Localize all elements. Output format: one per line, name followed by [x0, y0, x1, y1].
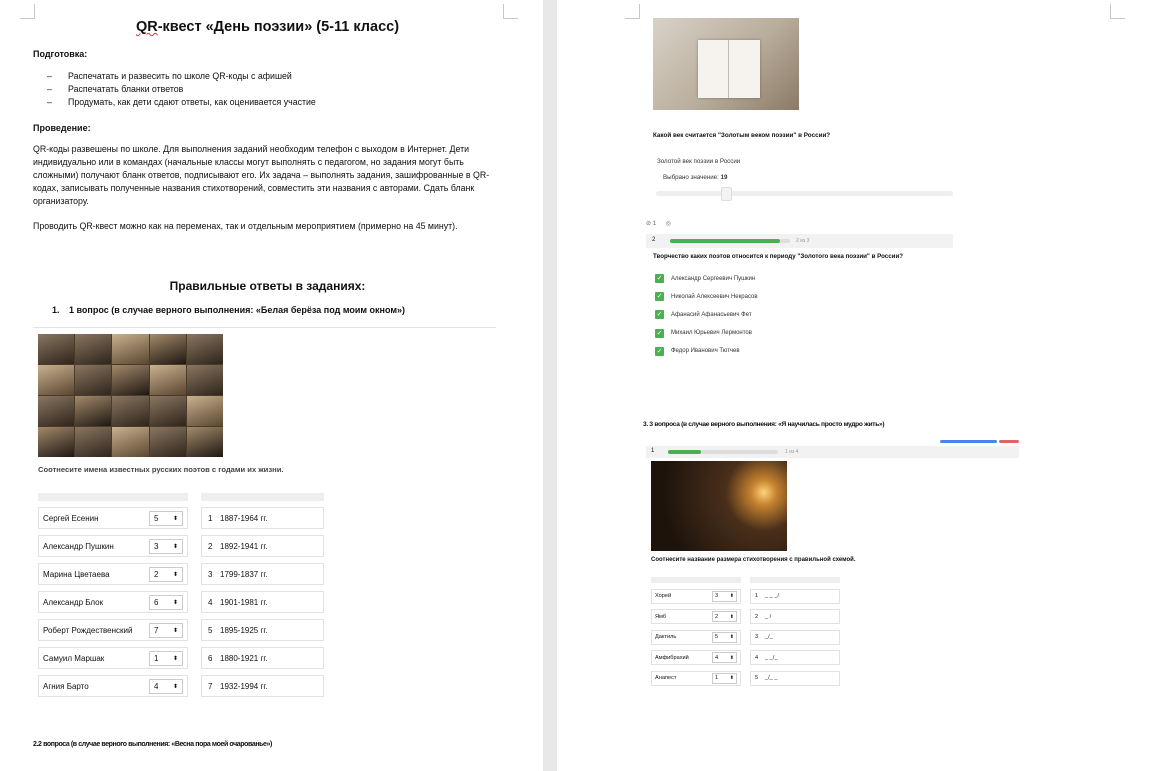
- table-row: [651, 589, 741, 604]
- poet-name: Агния Барто: [43, 681, 89, 691]
- years-value: 1932-1994 гг.: [220, 681, 268, 691]
- conduct-paragraph: QR-коды развешены по школе. Для выполнения заданий необходим телефон с выходом в Интернет. Дети индивидуально или в командах (начальные классы могут выполнять с педагогом, но задания могут быть сложными) получают бланк ответов, подписывают его. Их задача – выполнять задания, зашифрованные в QR-кодах, записывать полученные названия стихотворений, совместить эти названия с авторами. Сдать бланк организатору.: [33, 144, 490, 206]
- meter-name: Ямб: [655, 613, 667, 620]
- table-row: [651, 630, 741, 645]
- answer-select[interactable]: [149, 567, 183, 582]
- years-column: [201, 493, 324, 697]
- column-header: [750, 577, 840, 583]
- table-row: [651, 650, 741, 665]
- progress-text: 2 из 3: [796, 238, 810, 244]
- document-title: QR-квест «День поэзии» (5-11 класс): [135, 19, 400, 35]
- row-number: 1: [208, 513, 213, 523]
- poet-name: Сергей Есенин: [43, 513, 99, 523]
- conduct-label: Проведение:: [33, 123, 91, 133]
- slider-value-label: Выбрано значение:: [663, 174, 719, 181]
- answer-select[interactable]: [712, 591, 737, 602]
- chevron-updown-icon: ⬍: [729, 654, 734, 661]
- table-row: [651, 609, 741, 624]
- select-value: 2: [154, 569, 159, 579]
- table-row: [38, 647, 188, 669]
- list-number: 1.: [52, 305, 60, 315]
- chevron-updown-icon: ⬍: [172, 655, 178, 662]
- table-row: [38, 619, 188, 641]
- chevron-updown-icon: ⬍: [172, 571, 178, 578]
- prep-list: [33, 70, 513, 109]
- poet-name: Марина Цветаева: [43, 569, 110, 579]
- progress-track: [668, 450, 778, 454]
- chevron-updown-icon: ⬍: [729, 613, 734, 620]
- row-number: 4: [755, 654, 759, 661]
- crop-mark: [20, 4, 35, 19]
- page-right: [557, 0, 1157, 771]
- table-row: [201, 591, 324, 613]
- select-value: 4: [154, 681, 159, 691]
- meter-name: Хорей: [655, 593, 672, 599]
- row-number: 4: [208, 597, 213, 607]
- meter-scheme: _ _/_: [765, 654, 778, 661]
- progress-fill: [668, 450, 701, 454]
- century-slider-track[interactable]: [656, 191, 953, 196]
- table-row: [201, 619, 324, 641]
- table-row: [201, 647, 324, 669]
- progress-number: 1: [651, 448, 655, 454]
- checkbox-row[interactable]: [655, 274, 758, 283]
- row-number: 7: [208, 681, 213, 691]
- progress-row-2: [646, 446, 1019, 458]
- answer-select[interactable]: [712, 652, 737, 663]
- open-book-photo: [653, 18, 799, 110]
- checkbox-row[interactable]: [655, 292, 758, 301]
- page-left: [0, 0, 543, 771]
- years-value: 1880-1921 гг.: [220, 653, 268, 663]
- select-value: 4: [715, 654, 719, 661]
- meter-name: Дактиль: [655, 634, 677, 640]
- answer-select[interactable]: [712, 632, 737, 643]
- progress-track: [670, 239, 790, 243]
- poet-option-label: Михаил Юрьевич Лермонтов: [671, 330, 752, 337]
- table-row: [201, 535, 324, 557]
- poet-option-label: Александр Сергеевич Пушкин: [671, 275, 756, 282]
- meter-schemes-column: [750, 577, 840, 686]
- poets-checklist: [655, 274, 758, 365]
- select-value: 7: [154, 625, 159, 635]
- table-row: [38, 675, 188, 697]
- meter-name: Амфибрахий: [655, 654, 689, 661]
- list-item: – Распечатать и развесить по школе QR-коды с афишей: [33, 70, 513, 83]
- checkbox-checked-icon[interactable]: ✓: [656, 329, 663, 337]
- row-number: 2: [755, 613, 759, 620]
- chevron-updown-icon: ⬍: [172, 599, 178, 606]
- candle-writing-photo: [651, 461, 787, 551]
- years-value: 1901-1981 гг.: [220, 597, 268, 607]
- table-row: [38, 535, 188, 557]
- poet-name: Роберт Рождественский: [43, 625, 133, 635]
- question-1-label: 1 вопрос (в случае верного выполнения:: [69, 305, 254, 315]
- names-column: [38, 493, 188, 697]
- years-value: 1799-1837 гг.: [220, 569, 268, 579]
- divider: [33, 327, 496, 328]
- book-spine: [728, 40, 729, 98]
- crop-mark: [503, 4, 518, 19]
- meter-scheme: _ _ _/: [765, 593, 779, 599]
- crop-mark: [625, 4, 640, 19]
- crop-mark: [1110, 4, 1125, 19]
- answer-select[interactable]: [149, 539, 183, 554]
- column-header: [38, 493, 188, 501]
- back-icon[interactable]: ⊘: [646, 221, 652, 227]
- answers-heading: Правильные ответы в заданиях:: [169, 279, 366, 293]
- red-bar: [999, 440, 1019, 443]
- select-value: 1: [154, 653, 159, 663]
- table-row: [38, 591, 188, 613]
- nav-count: 1: [652, 221, 657, 227]
- circle-icon[interactable]: ◎: [665, 221, 671, 227]
- answer-select[interactable]: [149, 595, 183, 610]
- years-value: 1895-1925 гг.: [220, 625, 268, 635]
- prep-label: Подготовка:: [33, 49, 88, 59]
- row-number: 5: [208, 625, 213, 635]
- poet-option-label: Афанасий Афанасьевич Фет: [671, 311, 752, 318]
- checkbox-checked-icon[interactable]: ✓: [656, 311, 663, 319]
- checkbox-checked-icon[interactable]: ✓: [656, 275, 663, 282]
- progress-fill: [670, 239, 780, 243]
- row-number: 6: [208, 653, 213, 663]
- poet-option-label: Федор Иванович Тютчев: [671, 348, 740, 355]
- century-slider-thumb[interactable]: [721, 187, 732, 201]
- table-row: [38, 563, 188, 585]
- table-row: [750, 671, 840, 686]
- select-value: 1: [715, 675, 719, 681]
- chevron-updown-icon: ⬍: [172, 627, 178, 634]
- meter-scheme: _ /: [765, 613, 772, 620]
- answer-select[interactable]: [712, 611, 737, 622]
- meter-scheme: _/_: [765, 634, 773, 640]
- list-item: – Распечатать бланки ответов: [33, 83, 513, 96]
- column-header: [201, 493, 324, 501]
- chevron-updown-icon: ⬍: [172, 683, 178, 690]
- progress-row: [646, 234, 953, 248]
- row-number: 3: [755, 634, 759, 640]
- poet-option-label: Николай Алексеевич Некрасов: [671, 293, 758, 300]
- checkbox-checked-icon[interactable]: ✓: [656, 347, 663, 355]
- select-value: 6: [154, 597, 159, 607]
- row-number: 5: [755, 675, 759, 681]
- chevron-updown-icon: ⬍: [172, 515, 178, 522]
- chevron-updown-icon: ⬍: [172, 543, 178, 550]
- select-value: 5: [715, 634, 719, 640]
- row-number: 1: [755, 593, 759, 599]
- answer-select[interactable]: [149, 623, 183, 638]
- years-value: 1892-1941 гг.: [220, 541, 268, 551]
- question-3-heading: 3. 3 вопроса (в случае верного выполнения: «Я научилась просто мудро жить»): [643, 421, 885, 428]
- select-value: 3: [715, 593, 719, 599]
- list-item: – Продумать, как дети сдают ответы, как оценивается участие: [33, 96, 513, 109]
- match-prompt: Соотнесите имена известных русских поэтов с годами их жизни.: [38, 465, 284, 474]
- poet-name: Александр Блок: [43, 597, 104, 607]
- answer-select[interactable]: [149, 511, 183, 526]
- blue-bar: [940, 440, 997, 443]
- table-row: [201, 675, 324, 697]
- meter-name: Анапест: [655, 675, 677, 681]
- table-row: [750, 650, 840, 665]
- chevron-updown-icon: ⬍: [729, 634, 734, 640]
- question-2-heading: 2.2 вопроса (в случае верного выполнения: «Весна пора моей очарованье»): [33, 741, 272, 748]
- select-value: 2: [715, 613, 719, 620]
- question-1-heading: [52, 305, 405, 315]
- table-row: [201, 507, 324, 529]
- table-row: [201, 563, 324, 585]
- poet-name: Александр Пушкин: [43, 541, 114, 551]
- table-row: [750, 589, 840, 604]
- slider-value: 19: [720, 174, 728, 181]
- table-row: [750, 630, 840, 645]
- progress-text: 1 из 4: [785, 449, 799, 455]
- select-value: 3: [154, 541, 159, 551]
- table-row: [651, 671, 741, 686]
- poet-name: Самуил Маршак: [43, 653, 105, 663]
- question-1-answer: «Белая берёза под моим окном»): [253, 305, 406, 315]
- book-shape: [698, 40, 760, 98]
- years-value: 1887-1964 гг.: [220, 513, 268, 523]
- answer-select[interactable]: [149, 651, 183, 666]
- nav-row: [646, 220, 671, 227]
- checkbox-row[interactable]: [655, 329, 758, 338]
- chevron-updown-icon: ⬍: [729, 593, 734, 599]
- poets-portrait-collage: [38, 334, 223, 457]
- progress-number: 2: [652, 237, 656, 243]
- select-value: 5: [154, 513, 159, 523]
- meter-prompt: Соотнесите название размера стихотворения с правильной схемой.: [651, 557, 856, 563]
- table-row: [38, 507, 188, 529]
- row-number: 3: [208, 569, 213, 579]
- checkbox-checked-icon[interactable]: ✓: [656, 293, 663, 301]
- duration-paragraph: Проводить QR-квест можно как на переменах, так и отдельным мероприятием (примерно на 45 минут).: [33, 221, 458, 231]
- century-question: Какой век считается "Золотым веком поэзии" в России?: [653, 132, 831, 139]
- checkbox-row[interactable]: [655, 347, 758, 356]
- checkbox-row[interactable]: [655, 310, 758, 319]
- row-number: 2: [208, 541, 213, 551]
- chevron-updown-icon: ⬍: [729, 675, 734, 681]
- answer-select[interactable]: [712, 673, 737, 684]
- poets-question: Творчество каких поэтов относится к периоду "Золотого века поэзии" в России?: [653, 253, 904, 260]
- meter-scheme: _/_ _: [765, 675, 778, 681]
- slider-value-row: [663, 174, 727, 181]
- slider-label: Золотой век поэзии в России: [657, 158, 741, 165]
- answer-select[interactable]: [149, 679, 183, 694]
- table-row: [750, 609, 840, 624]
- column-header: [651, 577, 741, 583]
- meter-names-column: [651, 577, 741, 686]
